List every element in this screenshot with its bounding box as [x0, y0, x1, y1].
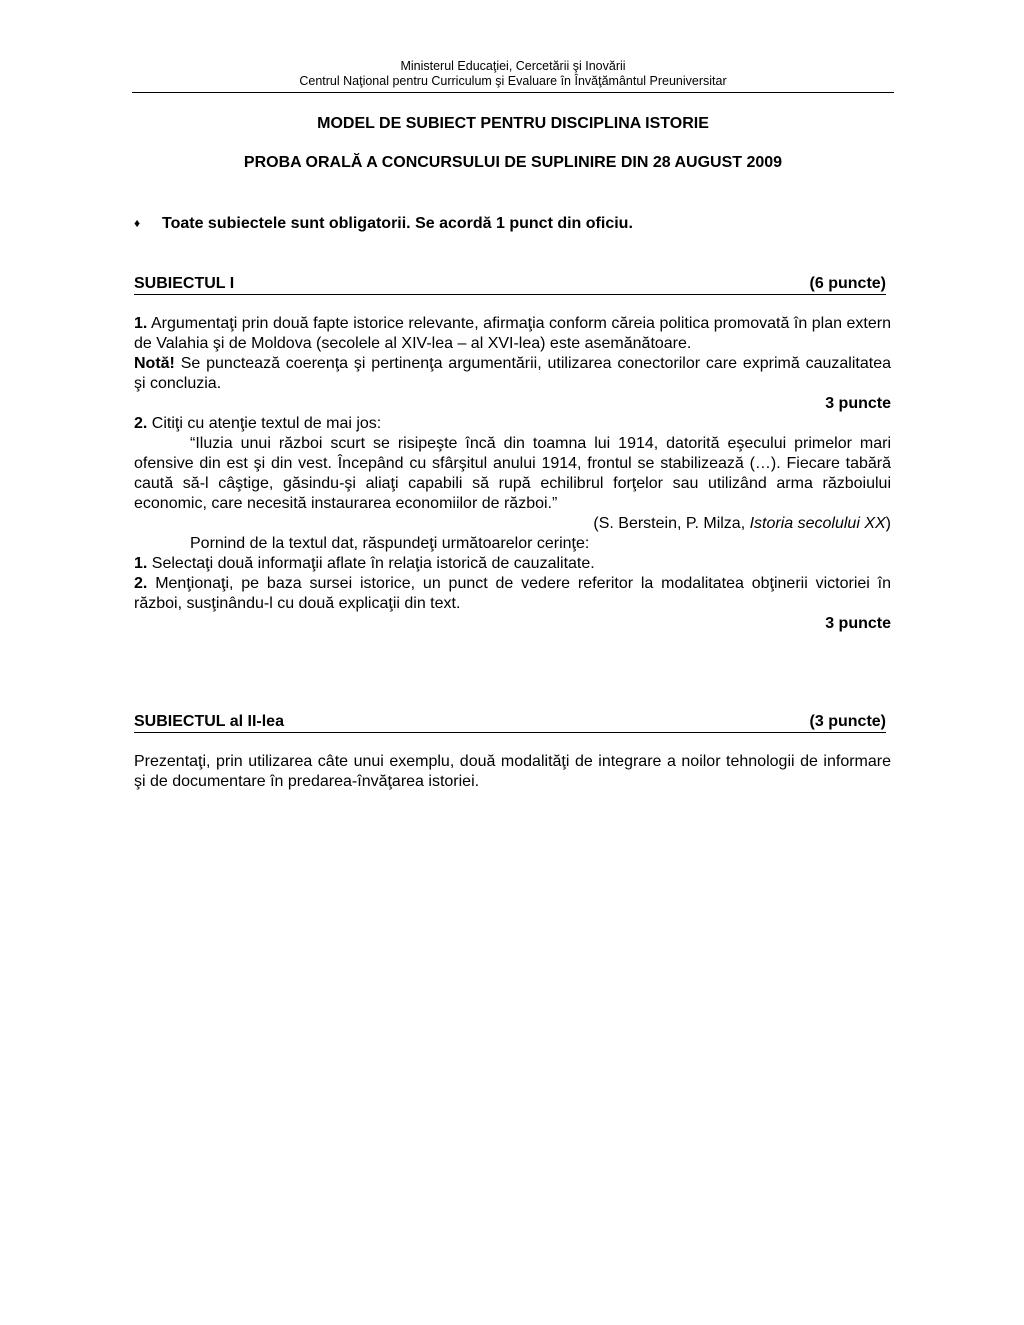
- subject2-title: SUBIECTUL al II-lea: [134, 713, 284, 730]
- item1-note-text: Se punctează coerenţa şi pertinenţa argumentării, utilizarea conectorilor care exprimă cauzalitatea şi concluzia.: [134, 355, 892, 392]
- task2-text: Menţionaţi, pe baza sursei istorice, un punct de vedere referitor la modalitatea obţinerii victoriei în război, susţinându-l cu două explicaţii din text.: [134, 575, 892, 612]
- item2-number: 2.: [134, 415, 148, 432]
- item1-note: [134, 354, 891, 394]
- document-subtitle: PROBA ORALĂ A CONCURSULUI DE SUPLINIRE DIN 28 AUGUST 2009: [243, 154, 783, 171]
- item1-number: 1.: [134, 315, 148, 332]
- subject2-body: [134, 752, 891, 792]
- item2-source: [134, 514, 891, 534]
- subject1-heading: [134, 274, 886, 295]
- general-note-text: Toate subiectele sunt obligatorii. Se acordă 1 punct din oficiu.: [162, 215, 633, 232]
- subject2-heading: [134, 712, 886, 733]
- item2-intro: [134, 414, 891, 434]
- subject2-points: (3 puncte): [809, 713, 886, 730]
- source-work: Istoria secolului XX: [749, 515, 886, 532]
- task1-text: Selectaţi două informaţii aflate în relaţia istorică de cauzalitate.: [151, 555, 595, 572]
- item1-note-label: Notă!: [134, 355, 175, 372]
- subject1-body: [134, 314, 891, 634]
- item2-quote: “Iluzia unui război scurt se risipeşte încă din toamna lui 1914, datorită eşecului primelor mari ofensive din est şi din vest. Începând cu sfârşitul anului 1914, frontul se stabilizează (…). Fiecare tabără caută să-l câştige, găsindu-şi aliaţi capabili să rupă echilibrul forţelor sau utilizând arma războiului economic, care necesită instaurarea economiilor de război.”: [134, 435, 891, 512]
- item2-task-1: [134, 554, 891, 574]
- source-close: ): [885, 515, 891, 532]
- diamond-bullet-icon: ♦: [134, 216, 141, 230]
- source-authors: (S. Berstein, P. Milza,: [593, 515, 746, 532]
- item2-task-2: [134, 574, 891, 614]
- item1-text: Argumentaţi prin două fapte istorice relevante, afirmaţia conform căreia politica promovată în plan extern de Valahia şi de Moldova (secolele al XIV-lea – al XVI-lea) este asemănătoare.: [134, 315, 892, 352]
- subject1-title: SUBIECTUL I: [134, 275, 235, 292]
- document-title: MODEL DE SUBIECT PENTRU DISCIPLINA ISTORIE: [317, 115, 709, 132]
- subject2-text: Prezentaţi, prin utilizarea câte unui exemplu, două modalităţi de integrare a noilor tehnologii de informare şi de documentare în predarea-învăţarea istoriei.: [134, 753, 891, 790]
- task2-number: 2.: [134, 575, 148, 592]
- task1-number: 1.: [134, 555, 148, 572]
- header-ministry: Ministerul Educaţiei, Cercetării şi Inovării: [400, 59, 626, 73]
- subject1-points: (6 puncte): [809, 275, 886, 292]
- general-note: [134, 213, 633, 234]
- item1-paragraph: [134, 314, 891, 354]
- header-divider: [132, 92, 894, 93]
- header-center: Centrul Naţional pentru Curriculum şi Evaluare în Învăţământul Preuniversitar: [299, 74, 727, 88]
- item2-task-intro: Pornind de la textul dat, răspundeţi următoarelor cerinţe:: [190, 535, 590, 552]
- item2-intro-text: Citiţi cu atenţie textul de mai jos:: [151, 415, 382, 432]
- item1-points: 3 puncte: [825, 395, 891, 412]
- item2-points: 3 puncte: [825, 615, 891, 632]
